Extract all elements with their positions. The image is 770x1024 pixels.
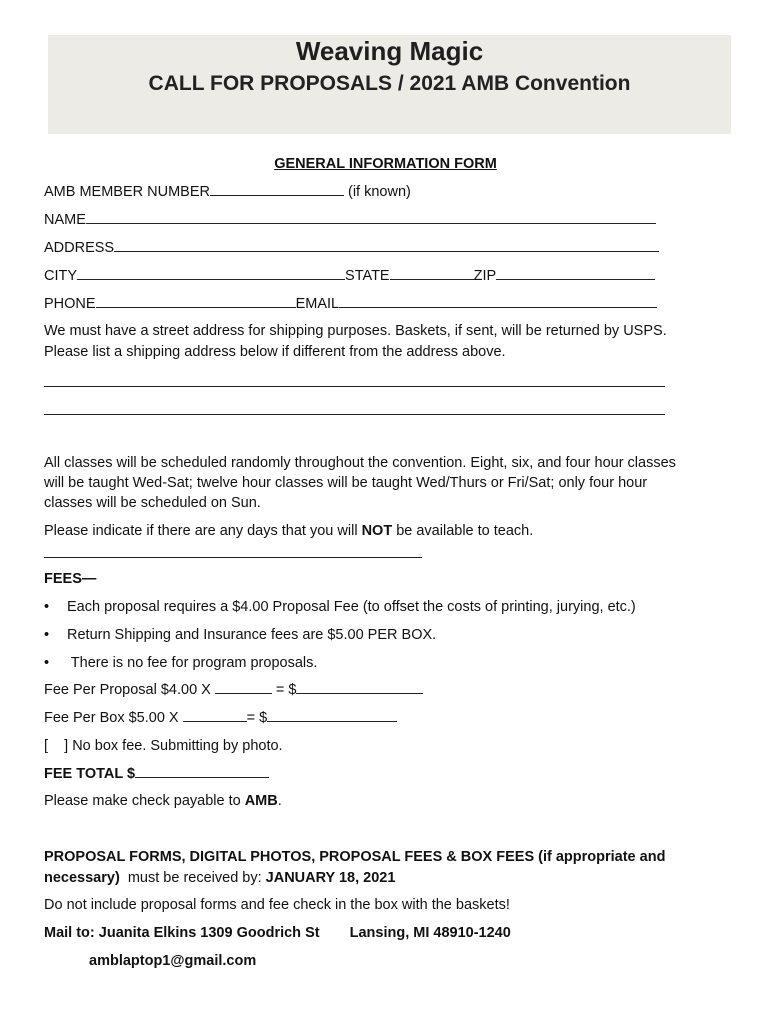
state-field[interactable] [390,266,474,280]
member-number-field[interactable] [210,182,344,196]
phone-email-row [44,294,657,314]
bullet-icon: • [44,599,50,615]
fee-bullet-text-3: There is no fee for program proposals. [67,655,318,671]
availability-question [44,521,533,541]
proposal-count-field[interactable] [215,680,272,694]
name-row [44,210,656,230]
deadline-necessary: necessary) [44,870,120,886]
city-state-zip-row [44,266,655,286]
bullet-icon: • [44,655,50,671]
zip-field[interactable] [496,266,655,280]
shipping-note-1: We must have a street address for shipping purposes. Baskets, if sent, will be returned by USPS. [44,323,667,339]
email-label: EMAIL [295,296,340,312]
city-field[interactable] [77,266,345,280]
member-number-label: AMB MEMBER NUMBER [44,184,210,200]
availability-post: be available to teach. [392,523,534,539]
form-heading-row [44,154,727,174]
availability-pre: Please indicate if there are any days that you will [44,523,362,539]
box-fee-row [44,708,397,728]
address-label: ADDRESS [44,240,115,256]
fee-bullet-text-2: Return Shipping and Insurance fees are $5.00 PER BOX. [67,627,437,643]
deadline-note: Do not include proposal forms and fee check in the box with the baskets! [44,897,510,913]
shipping-address-line-2[interactable] [44,414,665,415]
box-fee-eq: = $ [246,710,268,726]
deadline-line-2 [44,868,395,888]
no-box-label: No box fee. Submitting by photo. [72,738,283,754]
page-subtitle: CALL FOR PROPOSALS / 2021 AMB Convention [148,72,631,95]
deadline-received-text: must be received by: [119,870,266,886]
check-payable-pre: Please make check payable to [44,793,245,809]
name-label: NAME [44,212,86,228]
city-label: CITY [44,268,78,284]
check-payable-post: . [277,793,282,809]
box-fee-total-field[interactable] [267,708,397,722]
fee-total-row [44,764,269,784]
deadline-date: JANUARY 18, 2021 [265,870,396,886]
schedule-text-2: will be taught Wed-Sat; twelve hour classes will be taught Wed/Thurs or Fri/Sat; only four hour [44,475,648,491]
member-number-row [44,182,411,202]
member-number-note: (if known) [348,184,411,200]
no-box-fee-row [44,736,283,756]
availability-not: NOT [361,523,393,539]
fee-bullet-text-1: Each proposal requires a $4.00 Proposal Fee (to offset the costs of printing, jurying, etc.) [67,599,636,615]
address-row [44,238,659,258]
form-heading: GENERAL INFORMATION FORM [274,156,497,172]
fees-heading: FEES— [44,571,97,587]
bullet-icon: • [44,627,50,643]
shipping-note-2: Please list a shipping address below if different from the address above. [44,344,506,360]
page-title: Weaving Magic [295,36,484,66]
availability-line[interactable] [44,557,422,558]
name-field[interactable] [86,210,656,224]
email-field[interactable] [339,294,657,308]
proposal-fee-row [44,680,423,700]
mail-to-address: Mail to: Juanita Elkins 1309 Goodrich St [44,925,320,941]
proposal-fee-eq: = $ [275,682,297,698]
address-field[interactable] [114,238,659,252]
contact-email[interactable]: amblaptop1@gmail.com [89,953,257,969]
mail-to-city: Lansing, MI 48910-1240 [349,925,511,941]
zip-label: ZIP [473,268,497,284]
schedule-text-3: classes will be scheduled on Sun. [44,495,261,511]
fee-bullet-2 [44,625,436,645]
box-fee-label: Fee Per Box $5.00 X [44,710,179,726]
proposal-fee-total-field[interactable] [296,680,423,694]
phone-field[interactable] [96,294,296,308]
box-count-field[interactable] [183,708,247,722]
no-box-checkbox[interactable]: [ ] [44,738,69,754]
check-payee: AMB [244,793,278,809]
schedule-text-1: All classes will be scheduled randomly throughout the convention. Eight, six, and four hour classes [44,455,676,471]
fee-bullet-3 [44,653,317,673]
check-payable-row [44,791,282,811]
fee-total-field[interactable] [135,764,269,778]
fee-bullet-1 [44,597,636,617]
form-header [48,35,731,134]
mail-to-row [44,923,511,943]
proposal-fee-label: Fee Per Proposal $4.00 X [44,682,211,698]
deadline-line-1: PROPOSAL FORMS, DIGITAL PHOTOS, PROPOSAL FEES & BOX FEES (if appropriate and [44,849,666,865]
state-label: STATE [345,268,390,284]
fee-total-label: FEE TOTAL $ [44,766,136,782]
shipping-address-line-1[interactable] [44,386,665,387]
phone-label: PHONE [44,296,96,312]
